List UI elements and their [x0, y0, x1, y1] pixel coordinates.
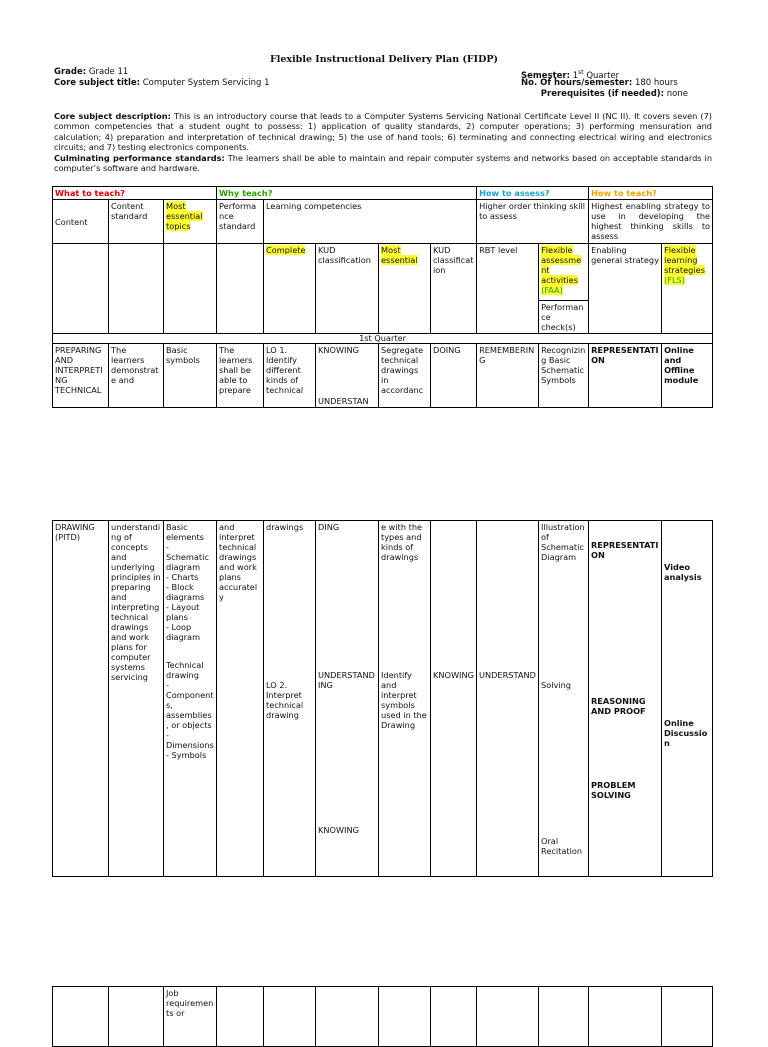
row-rbt: REMEMBERING: [477, 344, 539, 408]
row2-enabling-b: REASONING AND PROOF: [591, 696, 646, 716]
spacer: [433, 522, 474, 670]
core-title-value: Computer System Servicing 1: [142, 78, 270, 88]
row2-fls-b: Online Discussion: [664, 718, 708, 748]
row-kud-knowing: KNOWING: [318, 345, 359, 355]
row2-complete-a: drawings: [266, 522, 304, 532]
col-highest-strategy: Highest enabling strategy to use in developing the highest thinking skills to assess: [589, 200, 713, 244]
fidp-table-main: [52, 186, 713, 408]
row2-kud-2: [431, 521, 477, 877]
quarter-row: 1st Quarter: [53, 334, 713, 344]
row2-rbt-text: UNDERSTAND: [479, 670, 536, 680]
topic-schematic: - Schematic diagram: [166, 542, 209, 572]
empty-cell: [217, 987, 264, 1047]
header-what-to-teach: What to teach?: [53, 187, 217, 200]
row2-kud-b: UNDERSTANDING: [318, 670, 375, 690]
col-rbt-level: RBT level: [477, 244, 539, 334]
topic-dimensions: - Dimensions: [166, 730, 214, 750]
row2-essential: [379, 521, 431, 877]
row2-enabling-a: REPRESENTATION: [591, 540, 659, 560]
spacer: [166, 642, 214, 660]
topic-symbols: - Symbols: [166, 750, 207, 760]
empty-cell: [539, 987, 589, 1047]
row-kud-understan: UNDERSTAN: [318, 396, 369, 406]
row2-kud: [316, 521, 379, 877]
empty-cell: [316, 987, 379, 1047]
empty-cell: [431, 987, 477, 1047]
row2-lo2: LO 2. Interpret technical drawing: [266, 680, 304, 720]
col-learning-competencies: Learning competencies: [264, 200, 477, 244]
row-faa: Recognizing Basic Schematic Symbols: [539, 344, 589, 408]
col-content-standard: Content standard: [109, 200, 164, 244]
row-enabling: REPRESENTATION: [589, 344, 662, 408]
row2-kud-a: DING: [318, 522, 340, 532]
culm-label: Culminating performance standards:: [54, 153, 225, 163]
row2-enabling-c: PROBLEM SOLVING: [591, 780, 636, 800]
empty-cell: [477, 987, 539, 1047]
complete-text: Complete: [266, 245, 306, 255]
faa-cell: [539, 244, 588, 301]
spacer: [541, 690, 586, 836]
core-title-line: [54, 78, 270, 89]
row-content: PREPARING AND INTERPRETING TECHNICAL: [53, 344, 109, 408]
semester-sup: st: [578, 69, 584, 76]
row2-kud-c: KNOWING: [318, 825, 359, 835]
row-content-standard: The learners demonstrate and: [109, 344, 164, 408]
semester-label: Semester:: [521, 70, 570, 81]
row2-enabling: [589, 521, 662, 877]
empty-cell: [109, 244, 164, 334]
grade-label: Grade:: [54, 67, 87, 77]
row-topics: Basic symbols: [164, 344, 217, 408]
row-performance-standard: The learners shall be able to prepare: [217, 344, 264, 408]
fls-code: (FLS): [664, 275, 685, 285]
col-kud: KUD classification: [316, 244, 379, 334]
row2-fls-a: Video analysis: [664, 562, 702, 582]
grade-line: [54, 67, 128, 78]
empty-cell: [589, 987, 662, 1047]
prereq-line: [541, 89, 688, 100]
col-fls: [662, 244, 713, 334]
topic-charts: - Charts: [166, 572, 199, 582]
topic-components: - Components, assemblies, or objects: [166, 680, 214, 730]
col-performance-standard: Performance standard: [217, 200, 264, 244]
row2-kud-2-text: KNOWING: [433, 670, 474, 680]
semester-rest: Quarter: [586, 70, 620, 81]
row2-performance-standard: and interpret technical drawings and work plans accurately: [217, 521, 264, 877]
spacer: [381, 562, 428, 670]
row2-essential-a: e with the types and kinds of drawings: [381, 522, 423, 562]
spacer: [318, 532, 376, 670]
culminating-standards: [54, 153, 712, 174]
empty-cell: [662, 987, 713, 1047]
col-hots: Higher order thinking skill to assess: [477, 200, 589, 244]
hours-line: [521, 78, 678, 89]
hours-label: No. Of hours/semester:: [521, 78, 633, 88]
spacer: [591, 560, 659, 696]
most-essential-text: Most essential: [381, 245, 418, 265]
row3-topics: Job requirements or: [164, 987, 217, 1047]
row2-rbt: [477, 521, 539, 877]
topic-basic-elements: Basic elements: [166, 522, 205, 542]
topic-block-diagrams: - Block diagrams: [166, 582, 205, 602]
row2-faa: [539, 521, 589, 877]
row2-essential-b: Identify and interpret symbols used in the Drawing: [381, 670, 427, 730]
empty-cell: [53, 244, 109, 334]
empty-cell: [217, 244, 264, 334]
core-description: [54, 111, 712, 152]
desc-label: Core subject description:: [54, 111, 171, 121]
row2-fls: [662, 521, 713, 877]
fidp-table-next-page: [52, 986, 713, 1047]
prereq-label: Prerequisites (if needed):: [540, 89, 665, 99]
spacer: [479, 522, 536, 670]
semester-num: 1: [572, 70, 579, 81]
spacer: [266, 532, 313, 680]
col-complete: [264, 244, 316, 334]
fls-text: Flexible learning strategies: [664, 245, 705, 275]
row-essential: Segregate technical drawings in accordanc: [379, 344, 431, 408]
row2-faa-a: Illustration of Schematic Diagram: [541, 522, 585, 562]
core-title-label: Core subject title:: [54, 78, 141, 88]
faa-text: Flexible assessment activities: [541, 245, 582, 285]
row2-content: DRAWING (PITD): [53, 521, 109, 877]
spacer: [541, 562, 586, 680]
row-kud: [316, 344, 379, 408]
most-essential-topics-text: Most essential topics: [166, 201, 203, 231]
desc-text: This is an introductory course that leads to a Computer Systems Servicing National Certificate Level II (NC II). It covers seven (7) common competencies that a student ought to possess: 1) application of quality standards, 2) computer operations; 3) performing mensuration and calculation; 4) preparation and interpretation of technical drawing; 5) the use of hand tools; 6) terminating and connecting electrical wiring and electronics circuits; and 7) testing electronics components.: [54, 111, 712, 152]
col-content: Content: [53, 200, 109, 244]
col-kud-2: KUD classification: [431, 244, 477, 334]
row-fls: Online and Offline module: [662, 344, 713, 408]
spacer: [318, 690, 376, 825]
perf-check: Performance check(s): [541, 302, 584, 332]
col-most-essential-topics: [164, 200, 217, 244]
empty-cell: [379, 987, 431, 1047]
spacer: [591, 716, 659, 780]
topic-layout-plans: - Layout plans: [166, 602, 200, 622]
col-enabling-strategy: Enabling general strategy: [589, 244, 662, 334]
row2-faa-b: Solving: [541, 680, 571, 690]
faa-code: (FAA): [541, 285, 563, 295]
spacer: [664, 522, 710, 562]
row-complete: LO 1. Identify different kinds of technical: [264, 344, 316, 408]
fidp-table-continuation: [52, 520, 713, 877]
empty-cell: [109, 987, 164, 1047]
grade-value: Grade 11: [88, 67, 129, 77]
hours-value: 180 hours: [634, 78, 678, 88]
document-title: Flexible Instructional Delivery Plan (FIDP): [270, 54, 498, 65]
col-most-essential: [379, 244, 431, 334]
topic-technical-drawing: Technical drawing: [166, 660, 204, 680]
row-kud-2: DOING: [431, 344, 477, 408]
topic-loop-diagram: - Loop diagram: [166, 622, 201, 642]
culm-text: The learners shall be able to maintain and repair computer systems and networks based on acceptable standards in computer’s software and hardware.: [54, 153, 713, 174]
empty-cell: [264, 987, 316, 1047]
col-faa: [539, 244, 589, 334]
row2-faa-c: Oral Recitation: [541, 836, 583, 856]
row2-complete: [264, 521, 316, 877]
header-how-to-assess: How to assess?: [477, 187, 589, 200]
spacer: [664, 582, 710, 718]
header-why-teach: Why teach?: [217, 187, 477, 200]
row2-topics: [164, 521, 217, 877]
empty-cell: [53, 987, 109, 1047]
empty-cell: [164, 244, 217, 334]
prereq-value: none: [666, 89, 688, 99]
header-how-to-teach: How to teach?: [589, 187, 713, 200]
row2-content-standard: understanding of concepts and underlying principles in preparing and interpreting technical drawings and work plans for computer systems servicing: [109, 521, 164, 877]
spacer: [591, 522, 659, 540]
